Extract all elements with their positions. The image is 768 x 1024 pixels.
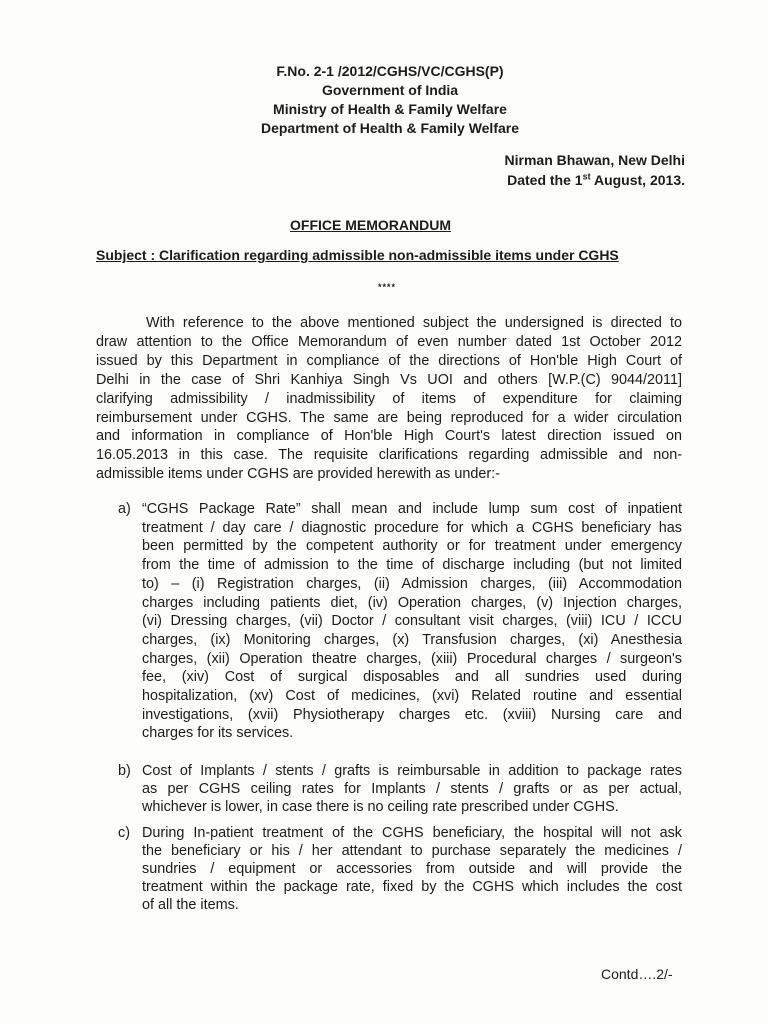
- list-item-line: Cost of Implants / stents / grafts is reimbursable in addition to package rates: [142, 763, 682, 779]
- place: Nirman Bhawan, New Delhi: [504, 152, 685, 168]
- list-item-line: charges for its services.: [142, 725, 294, 742]
- date-suffix: August, 2013.: [590, 172, 685, 188]
- list-item-line: charges, (ix) Monitoring charges, (x) Transfusion charges, (xi) Anesthesia: [142, 631, 682, 648]
- list-item-line: treatment within the package rate, fixed by the CGHS which includes the cost: [142, 879, 682, 895]
- date-superscript: st: [582, 171, 591, 182]
- subject-line: Subject : Clarification regarding admissible non-admissible items under CGHS: [96, 247, 619, 263]
- ministry-name: Ministry of Health & Family Welfare: [273, 101, 507, 117]
- list-item-body: [142, 500, 682, 743]
- department-name: Department of Health & Family Welfare: [260, 120, 520, 136]
- paragraph-line: Delhi in the case of Shri Kanhiya Singh Vs UOI and others [W.P.(C) 9044/2011]: [96, 371, 682, 388]
- list-marker: b): [118, 763, 131, 779]
- list-item-line: sundries / equipment or accessories from outside and will provide the: [142, 861, 682, 877]
- place-and-date: [440, 150, 685, 190]
- list-item-line: hospitalization, (xv) Cost of medicines, (xvi) Related routine and essential: [142, 688, 682, 705]
- list-item-line: charges including patients diet, (iv) Operation charges, (v) Injection charges,: [142, 594, 682, 611]
- continued-note: Contd….2/-: [601, 966, 673, 982]
- list-marker: c): [118, 825, 130, 841]
- list-item-line: as per CGHS ceiling rates for Implants / stents / grafts or as per actual,: [142, 781, 682, 797]
- file-number: F.No. 2-1 /2012/CGHS/VC/CGHS(P): [276, 63, 504, 79]
- paragraph-line: reimbursement under CGHS. The same are being reproduced for a wider circulation: [96, 409, 682, 426]
- paragraph-line: issued by this Department in compliance of the directions of Hon'ble High Court of: [96, 352, 682, 369]
- list-item-line: During In-patient treatment of the CGHS beneficiary, the hospital will not ask: [142, 825, 682, 841]
- paragraph-line: With reference to the above mentioned subject the undersigned is directed to: [146, 315, 682, 331]
- paragraph-line: clarifying admissibility / inadmissibility of items of expenditure for claiming: [96, 390, 682, 407]
- list-item-line: fee, (xiv) Cost of surgical disposables and all sundries used during: [142, 669, 682, 686]
- list-item-c: [118, 824, 682, 914]
- list-item-line: charges, (xii) Operation theatre charges, (xiii) Procedural charges / surgeon's: [142, 650, 682, 667]
- list-item-b: [118, 762, 682, 816]
- list-item-body: [142, 824, 682, 914]
- list-item-line: (vi) Dressing charges, (vii) Doctor / consultant visit charges, (viii) ICU / ICCU: [142, 613, 682, 630]
- list-item-line: treatment / day care / diagnostic procedure for which a CGHS beneficiary has: [142, 519, 682, 536]
- list-marker: a): [118, 501, 131, 517]
- intro-paragraph: [96, 314, 682, 484]
- list-item-a: [118, 500, 682, 743]
- list-item-line: whichever is lower, in case there is no ceiling rate prescribed under CGHS.: [142, 799, 619, 815]
- date: [440, 170, 685, 190]
- date-prefix: Dated the 1: [507, 172, 583, 188]
- government-name: Government of India: [321, 82, 459, 98]
- list-item-line: “CGHS Package Rate” shall mean and include lump sum cost of inpatient: [142, 501, 682, 517]
- list-item-line: of all the items.: [142, 897, 239, 913]
- list-item-line: investigations, (xvii) Physiotherapy charges etc. (xviii) Nursing care and: [142, 706, 682, 723]
- separator-stars: ****: [378, 282, 397, 292]
- paragraph-line: draw attention to the Office Memorandum of even number dated 1st October 2012: [96, 333, 682, 350]
- memo-title: OFFICE MEMORANDUM: [290, 217, 451, 233]
- list-item-line: been permitted by the competent authority or for treatment under emergency: [142, 538, 682, 555]
- paragraph-line: and information in compliance of Hon'ble High Court's latest direction issued on: [96, 428, 682, 445]
- letterhead: [200, 62, 580, 138]
- list-item-line: the beneficiary or his / her attendant to purchase separately the medicines /: [142, 843, 682, 859]
- list-item-body: [142, 762, 682, 816]
- paragraph-line: admissible items under CGHS are provided herewith as under:-: [96, 466, 500, 483]
- paragraph-line: 16.05.2013 in this case. The requisite clarifications regarding admissible and non-: [96, 447, 682, 464]
- list-item-line: from the time of admission to the time of discharge including (but not limited: [142, 557, 682, 574]
- list-item-line: to) – (i) Registration charges, (ii) Admission charges, (iii) Accommodation: [142, 575, 682, 592]
